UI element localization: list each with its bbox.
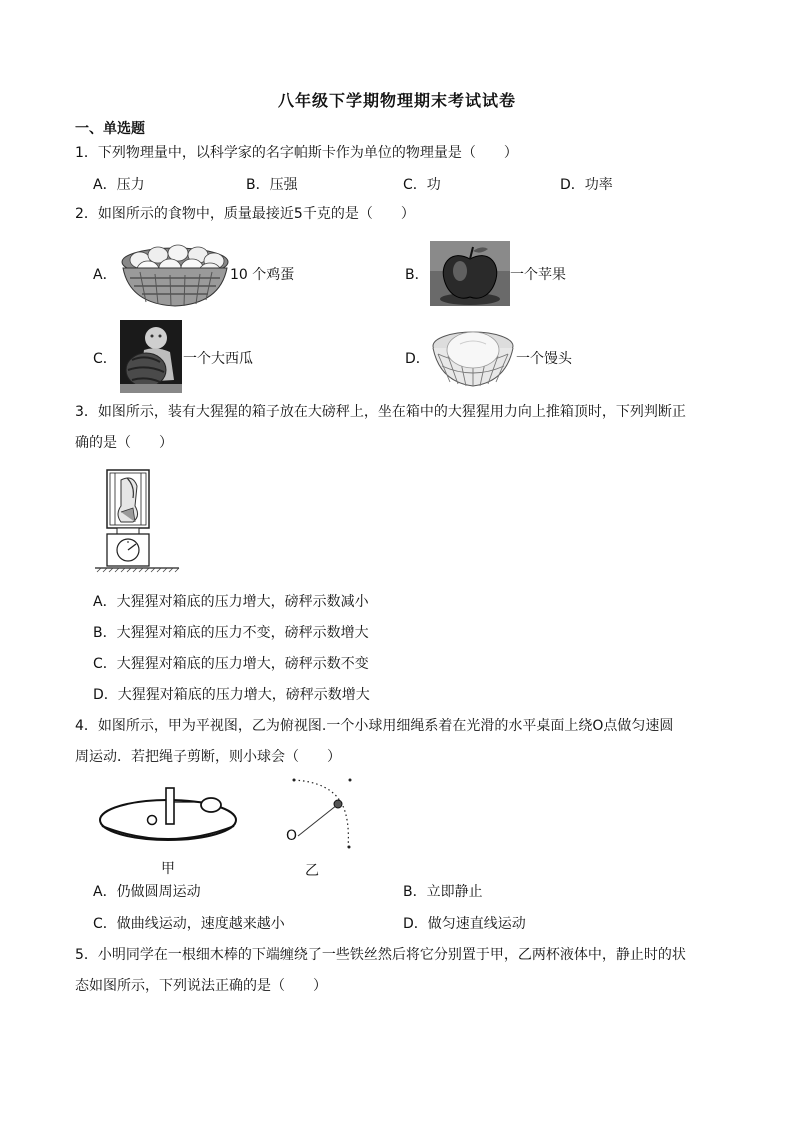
section-heading: 一、单选题	[75, 121, 145, 137]
question-stem-line2: 确的是（ ）	[75, 435, 173, 451]
steamed-bun-image	[430, 324, 516, 390]
question-number: 1．	[75, 145, 98, 161]
watermelon-image	[120, 320, 182, 393]
question-stem-line1: 小明同学在一根细木棒的下端缠绕了一些铁丝然后将它分别置于甲，乙两杯液体中，静止时的状	[97, 947, 686, 963]
question-stem-line2: 周运动．若把绳子剪断，则小球会（ ）	[75, 749, 341, 765]
q3-option-b[interactable]: B．大猩猩对箱底的压力不变，磅秤示数增大	[93, 625, 369, 641]
q1-option-c[interactable]: C．功	[403, 177, 441, 193]
question-number: 5．	[75, 947, 98, 963]
q2-option-c-letter[interactable]: C．	[93, 351, 117, 367]
q3-option-d[interactable]: D．大猩猩对箱底的压力增大，磅秤示数增大	[93, 687, 370, 703]
question-4	[75, 711, 725, 773]
q2-option-c-caption: 一个大西瓜	[183, 351, 253, 367]
q4-option-c[interactable]: C．做曲线运动，速度越来越小	[93, 916, 285, 932]
q4-option-b[interactable]: B．立即静止	[403, 884, 483, 900]
question-number: 2．	[75, 206, 98, 222]
gorilla-scale-diagram	[93, 468, 183, 578]
q2-option-a-letter[interactable]: A．	[93, 267, 117, 283]
question-stem-line1: 如图所示，甲为平视图，乙为俯视图.一个小球用细绳系着在光滑的水平桌面上绕O点做匀速圆	[97, 718, 674, 734]
q3-option-a[interactable]: A．大猩猩对箱底的压力增大，磅秤示数减小	[93, 594, 369, 610]
question-3	[75, 397, 725, 459]
q3-option-c[interactable]: C．大猩猩对箱底的压力增大，磅秤示数不变	[93, 656, 369, 672]
q4-option-a[interactable]: A．仍做圆周运动	[93, 884, 201, 900]
apple-image	[430, 241, 510, 306]
q2-option-d-letter[interactable]: D．	[405, 351, 430, 367]
question-2	[75, 199, 725, 230]
figure-label-yi: 乙	[305, 863, 319, 879]
q1-option-a[interactable]: A．压力	[93, 177, 145, 193]
question-stem: 如图所示的食物中，质量最接近5千克的是（ ）	[97, 206, 415, 222]
q2-option-a-caption: 10 个鸡蛋	[230, 267, 295, 283]
center-point-label: O	[286, 828, 298, 844]
q2-option-d-caption: 一个馒头	[516, 351, 572, 367]
q2-option-b-caption: 一个苹果	[510, 267, 566, 283]
question-stem: 下列物理量中，以科学家的名字帕斯卡作为单位的物理量是（ ）	[97, 145, 518, 161]
q4-option-d[interactable]: D．做匀速直线运动	[403, 916, 526, 932]
question-number: 4．	[75, 718, 98, 734]
question-1	[75, 138, 725, 169]
egg-basket-image	[120, 240, 230, 310]
question-number: 3．	[75, 404, 98, 420]
q1-option-d[interactable]: D．功率	[560, 177, 613, 193]
side-view-table-diagram	[98, 782, 238, 850]
question-5	[75, 940, 725, 1002]
exam-title: 八年级下学期物理期末考试试卷	[277, 91, 516, 110]
question-stem-line1: 如图所示，装有大猩猩的箱子放在大磅秤上，坐在箱中的大猩猩用力向上推箱顶时，下列判断正	[97, 404, 686, 420]
question-stem-line2: 态如图所示，下列说法正确的是（ ）	[75, 978, 327, 994]
q2-option-b-letter[interactable]: B．	[405, 267, 429, 283]
q1-option-b[interactable]: B．压强	[246, 177, 298, 193]
figure-label-jia: 甲	[161, 861, 175, 877]
